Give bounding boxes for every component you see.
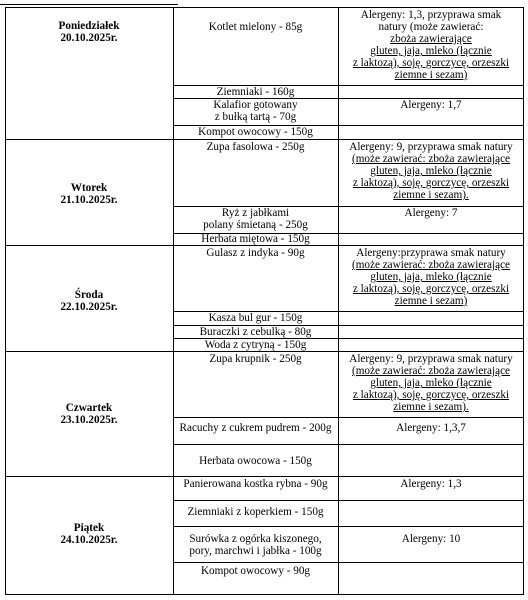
allergen-info: gluten, jaja, mleko (łącznie <box>370 165 492 177</box>
day-date: 20.10.2025r. <box>60 32 118 44</box>
allergen-info: (może zawierać: zboża zawierające <box>351 259 511 271</box>
row-rule <box>173 526 524 527</box>
allergen-info: Alergeny: 10 <box>401 533 461 545</box>
allergen-info: (może zawierać: zboża zawierające <box>351 365 511 377</box>
allergen-info: gluten, jaja, mleko (łącznie <box>370 377 492 389</box>
allergen-info: Alergeny: 1,3 <box>400 478 462 490</box>
allergen-info: natury (może zawierać: <box>378 21 484 33</box>
row-rule <box>5 7 524 8</box>
dish-name: Ryż z jabłkami <box>221 207 290 219</box>
allergen-info: ziemne i sezam). <box>393 401 469 413</box>
allergen-info: (może zawierać: zboża zawierające <box>351 153 511 165</box>
allergen-info: gluten, jaja, mleko (łącznie <box>370 45 492 57</box>
allergen-info: ziemne i sezam) <box>394 69 468 81</box>
dish-name: Woda z cytryną - 150g <box>204 339 307 351</box>
dish-name: Kalafior gotowany <box>213 99 298 111</box>
dish-name: Ziemniaki - 160g <box>216 86 295 98</box>
allergen-info: z laktozą), soję, gorczycę, orzeszki <box>352 57 510 69</box>
allergen-info: z laktozą), soję, gorczycę, orzeszki <box>352 177 510 189</box>
day-name: Poniedziałek <box>58 20 120 32</box>
dish-name: Gulasz z indyka - 90g <box>206 247 305 259</box>
dish-name: Kompot owocowy - 90g <box>200 565 311 577</box>
allergen-info: zboża zawierające <box>390 33 472 45</box>
dish-name: Kotlet mielony - 85g <box>208 21 303 33</box>
dish-name: Kompot owocowy - 150g <box>198 126 313 138</box>
row-rule <box>173 444 524 445</box>
day-name: Środa <box>74 289 104 301</box>
allergen-info: gluten, jaja, mleko (łącznie <box>370 271 492 283</box>
day-name: Czwartek <box>65 402 113 414</box>
allergen-info: z laktozą), soję, gorczycę, orzeszki <box>352 283 510 295</box>
day-separator <box>5 139 524 140</box>
day-name: Piątek <box>73 522 105 534</box>
allergen-info: Alergeny: 1,7 <box>400 99 462 111</box>
allergen-info: z laktozą), soję, gorczycę, orzeszki <box>352 389 510 401</box>
dish-name: Surówka z ogórka kiszonego, <box>189 533 322 545</box>
dish-name: pory, marchwi i jabłka - 100g <box>189 545 322 557</box>
allergen-info: ziemne i sezam) <box>394 295 468 307</box>
dish-name: z bułką tartą - 70g <box>214 111 297 123</box>
allergen-info: Alergeny: 9, przyprawa smak natury <box>349 353 513 365</box>
day-separator <box>5 476 524 477</box>
allergen-info: Alergeny: 9, przyprawa smak natury <box>349 141 513 153</box>
allergen-info: ziemne i sezam). <box>393 189 469 201</box>
dish-name: Kasza bul gur - 150g <box>208 312 303 324</box>
dish-name: Panierowana kostka rybna - 90g <box>183 478 328 490</box>
dish-name: Herbata miętowa - 150g <box>201 233 310 245</box>
dish-name: Zupa krupnik - 250g <box>209 353 302 365</box>
dish-name: Ziemniaki z koperkiem - 150g <box>187 506 324 518</box>
day-date: 22.10.2025r. <box>60 301 118 313</box>
day-name: Wtorek <box>70 182 108 194</box>
allergen-info: Alergeny: 1,3, przyprawa smak <box>360 9 502 21</box>
allergen-info: Alergeny: 1,3,7 <box>396 422 466 434</box>
allergen-info: Alergeny:przyprawa smak natury <box>356 247 506 259</box>
row-rule <box>173 500 524 501</box>
day-date: 23.10.2025r. <box>60 414 118 426</box>
allergen-info: Alergeny: 7 <box>404 207 458 219</box>
dish-name: Zupa fasolowa - 250g <box>206 141 305 153</box>
menu-table <box>5 7 524 595</box>
dish-name: polany śmietaną - 250g <box>203 219 308 231</box>
dish-name: Buraczki z cebulką - 80g <box>199 326 312 338</box>
dish-name: Racuchy z cukrem pudrem - 200g <box>179 422 332 434</box>
row-rule <box>5 594 524 595</box>
dish-name: Herbata owocowa - 150g <box>199 455 312 467</box>
top-rule <box>0 4 178 5</box>
row-rule <box>173 562 524 563</box>
day-date: 21.10.2025r. <box>60 194 118 206</box>
row-rule <box>173 417 524 418</box>
day-date: 24.10.2025r. <box>60 534 118 546</box>
